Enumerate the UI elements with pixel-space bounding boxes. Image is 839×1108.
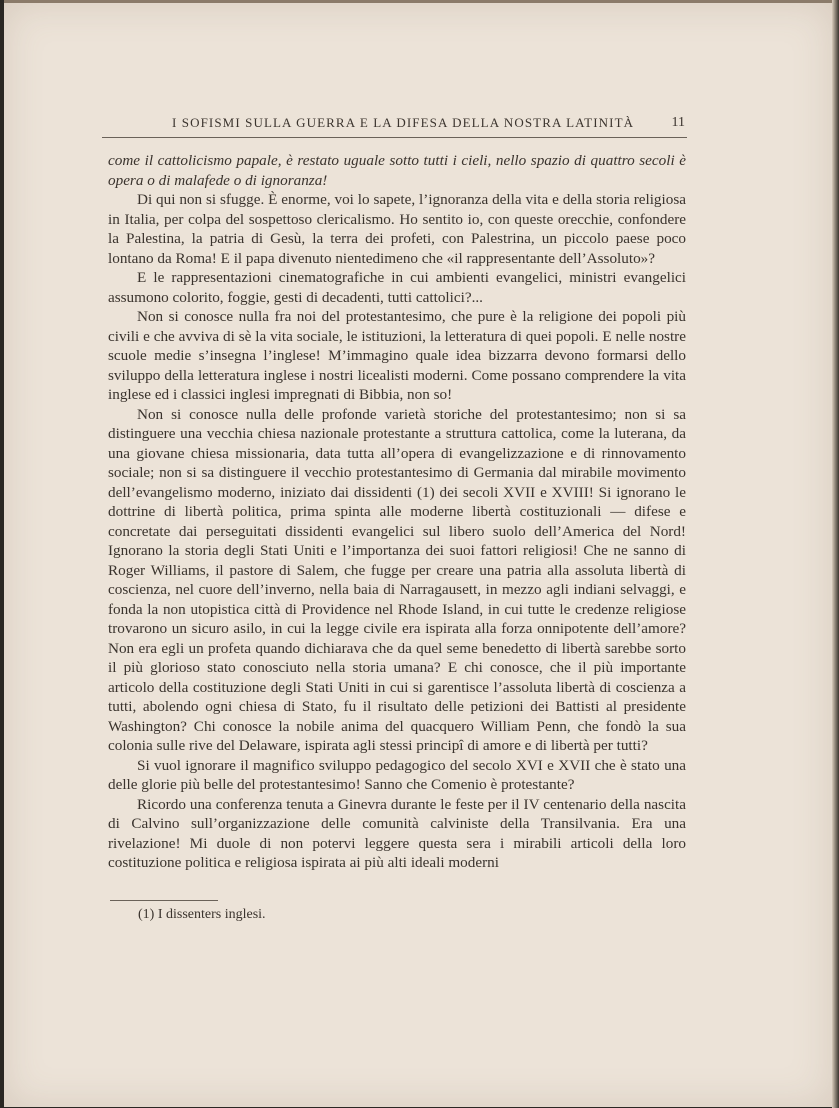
paragraph: Non si conosce nulla delle profonde varietà storiche del protestantesimo; non si sa distinguere una vecchia chiesa nazionale protestante a struttura cattolica, come la luterana, da una giovane chiesa missionaria, data tutta all’opera di evangelizzazione e di rinnovamento sociale; non si sa distinguere il vecchio protestantesimo di Germania dal mirabile movimento dell’evangelismo moderno, iniziato dai dissidenti (1) dei secoli XVII e XVIII! Si ignorano le dottrine di libertà politica, prima spinta alle moderne libertà costituzionali — difese e concretate dai perseguitati dissidenti evangelici sul libero suolo dell’America del Nord! Ignorano la storia degli Stati Uniti e l’importanza dei suoi fattori religiosi! Che ne sanno di Roger Williams, il pastore di Salem, che fugge per creare una patria alla assoluta libertà di coscienza, nel cuore dell’inverno, nella baia di Narragausett, in mezzo agli indiani selvaggi, e fonda la non utopistica città di Providence nel Rhode Island, in cui tutte le credenze religiose trovarono un sicuro asilo, in cui la legge civile era ispirata alla forza onnipotente dell’amore? Non era egli un profeta quando dichiarava che da quel seme benedetto di libertà sarebbe sorto il più glorioso stato conosciuto nella storia umana? E chi conosce, che il più importante articolo della costituzione degli Stati Uniti in cui si garentisce l’assoluta libertà di coscienza a tutti, abolendo ogni chiesa di Stato, fu il risultato delle petizioni dei Battisti al presidente Washington? Chi conosce la nobile anima del quacquero William Penn, che fondò la sua colonia sulle rive del Delaware, ispirata agli stessi principî di amore e di libertà per tutti? xyxy=(108,405,686,754)
paragraph: E le rappresentazioni cinematografiche in cui ambienti evangelici, ministri evangelici assumono colorito, foggie, gesti di decadenti, tutti cattolici?... xyxy=(108,269,686,306)
body-text xyxy=(108,151,686,873)
page-edge xyxy=(832,0,839,1108)
paragraph: Non si conosce nulla fra noi del protestantesimo, che pure è la religione dei popoli più civili e che avviva di sè la vita sociale, le istituzioni, la letteratura di quei popoli. E nelle nostre scuole medie s’insegna l’inglese! M’immagino quale idea bizzarra devono formarsi dello sviluppo della letteratura inglese i nostri licealisti moderni. Come possano comprendere la vita inglese ed i classici inglesi impregnati di Bibbia, non so! xyxy=(108,308,686,403)
page-number: 11 xyxy=(671,115,685,130)
book-page xyxy=(4,0,832,1107)
paragraph: Di qui non si sfugge. È enorme, voi lo sapete, l’ignoranza della vita e della storia religiosa in Italia, per colpa del sospettoso clericalismo. Ho sentito io, con queste orecchie, confondere la Palestina, la patria di Gesù, la terra dei profeti, con Palestrina, un piccolo paese poco lontano da Roma! E il papa divenuto nientedimeno che «il rappresentante dell’Assoluto»? xyxy=(108,191,686,267)
footnote: (1) I dissenters inglesi. xyxy=(138,907,266,922)
footnote-divider xyxy=(110,900,218,901)
paragraph: Ricordo una conferenza tenuta a Ginevra durante le feste per il IV centenario della nascita di Calvino sull’organizzazione delle comunità calviniste della Transilvania. Era una rivelazione! Mi duole di non potervi leggere questa sera i mirabili articoli della loro costituzione politica e religiosa ispirata ai più alti ideali moderni xyxy=(108,795,686,871)
running-title: I SOFISMI SULLA GUERRA E LA DIFESA DELLA NOSTRA LATINITÀ xyxy=(172,115,635,130)
paragraph: come il cattolicismo papale, è restato uguale sotto tutti i cieli, nello spazio di quattro secoli è opera o di malafede o di ignoranza! xyxy=(108,152,686,189)
page-header xyxy=(102,113,687,138)
paragraph: Si vuol ignorare il magnifico sviluppo pedagogico del secolo XVI e XVII che è stato una delle glorie più belle del protestantesimo! Sanno che Comenio è protestante? xyxy=(108,756,686,793)
